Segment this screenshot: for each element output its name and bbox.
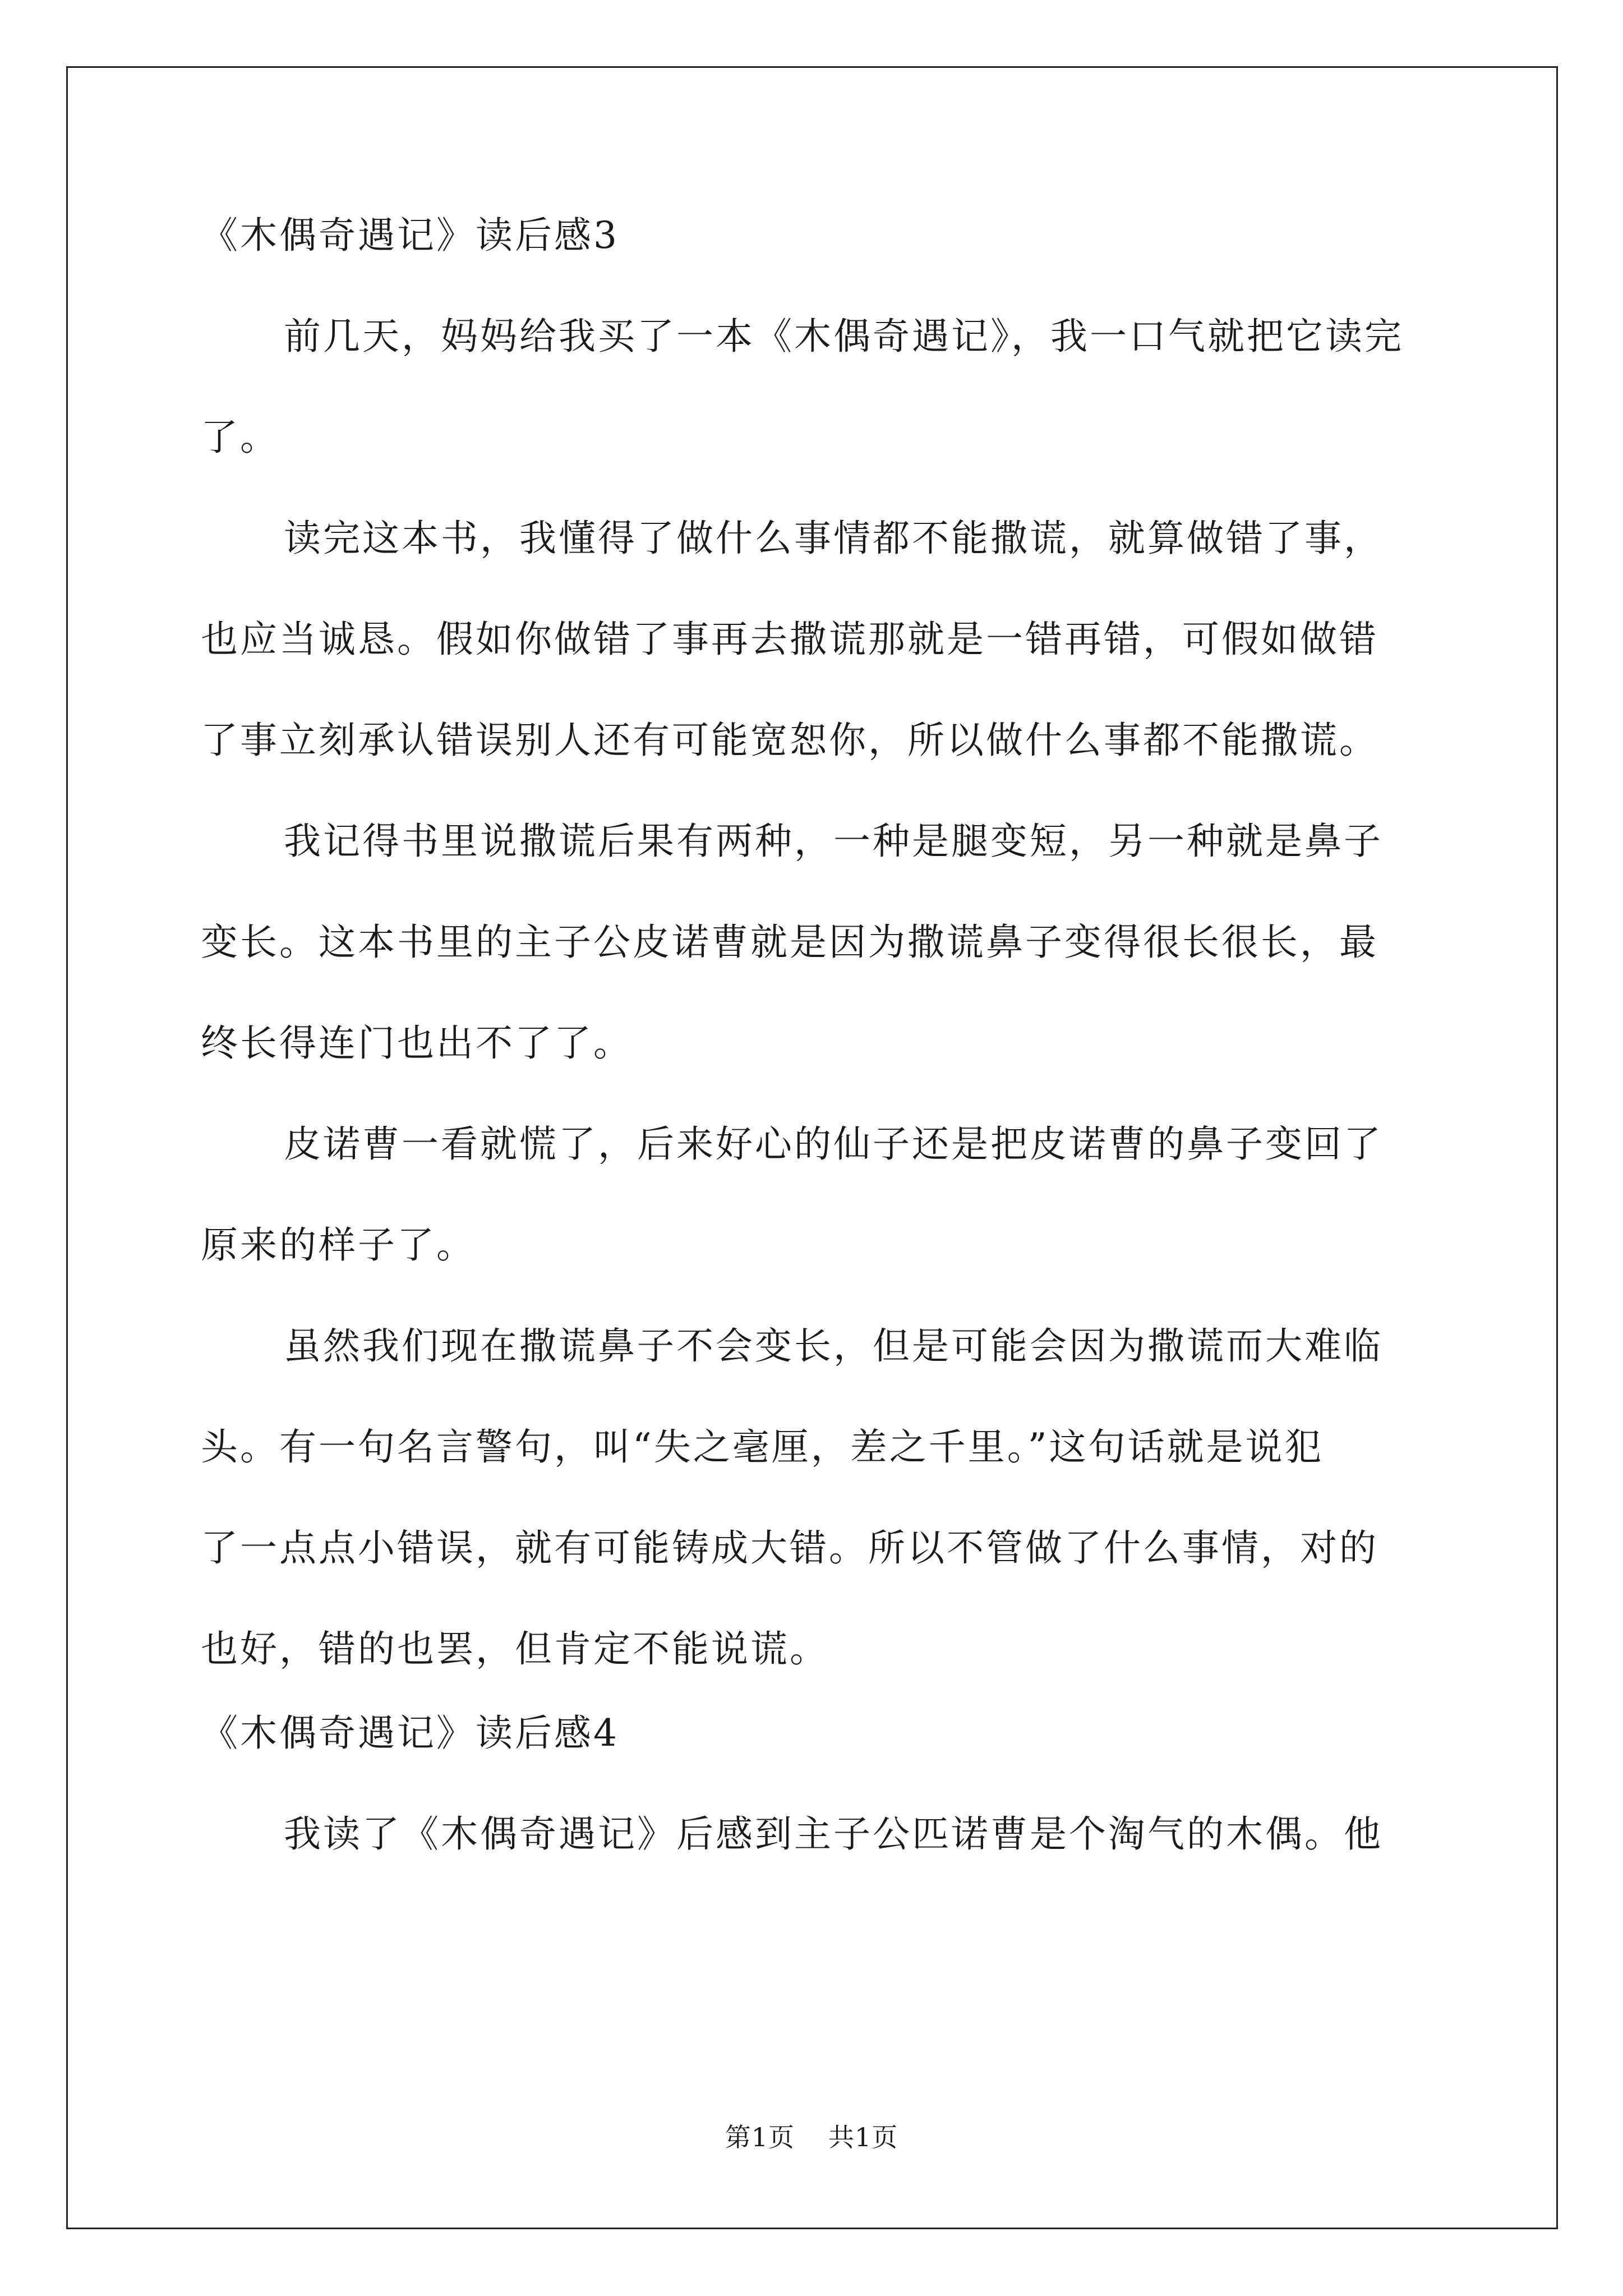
paragraph-line: 也好，错的也罢，但肯定不能说谎。 (201, 1627, 829, 1671)
paragraph-line: 变长。这本书里的主子公皮诺曹就是因为撒谎鼻子变得很长很长，最 (201, 921, 1378, 964)
paragraph-5 (201, 1324, 1423, 1672)
paragraph-2 (201, 516, 1423, 763)
paragraph-line: 原来的样子了。 (201, 1223, 476, 1267)
paragraph-line: 虽然我们现在撒谎鼻子不会变长，但是可能会因为撒谎而大难临 (284, 1324, 1383, 1368)
paragraph-line: 前几天，妈妈给我买了一本《木偶奇遇记》，我一口气就把它读完 (284, 315, 1404, 358)
page-footer (0, 2122, 1623, 2153)
page-number-current: 第1页 (725, 2122, 795, 2152)
document-body (201, 213, 1423, 1857)
paragraph-line: 我读了《木偶奇遇记》后感到主子公匹诺曹是个淘气的木偶。他 (284, 1812, 1383, 1856)
paragraph-line: 读完这本书，我懂得了做什么事情都不能撒谎，就算做错了事， (284, 517, 1383, 560)
heading-2: 《木偶奇遇记》读后感4 (201, 1711, 619, 1755)
paragraph-4 (201, 1122, 1423, 1268)
paragraph-line: 头。有一句名言警句，叫“失之毫厘，差之千里。”这句话就是说犯 (201, 1425, 1324, 1469)
paragraph-3 (201, 819, 1423, 1066)
paragraph-line: 我记得书里说撒谎后果有两种，一种是腿变短，另一种就是鼻子 (284, 820, 1383, 863)
paragraph-line: 皮诺曹一看就慌了，后来好心的仙子还是把皮诺曹的鼻子变回了 (284, 1122, 1383, 1166)
paragraph-line: 了一点点小错误，就有可能铸成大错。所以不管做了什么事情，对的 (201, 1526, 1378, 1570)
paragraph-line: 了事立刻承认错误别人还有可能宽恕你，所以做什么事都不能撒谎。 (201, 719, 1378, 762)
paragraph-line: 终长得连门也出不了了。 (201, 1022, 633, 1065)
heading-1: 《木偶奇遇记》读后感3 (201, 214, 619, 257)
paragraph-6 (201, 1812, 1423, 1857)
page-number-total: 共1页 (828, 2122, 898, 2152)
paragraph-1 (201, 314, 1423, 460)
paragraph-line: 了。 (201, 416, 279, 459)
paragraph-line: 也应当诚恳。假如你做错了事再去撒谎那就是一错再错，可假如做错 (201, 618, 1378, 661)
